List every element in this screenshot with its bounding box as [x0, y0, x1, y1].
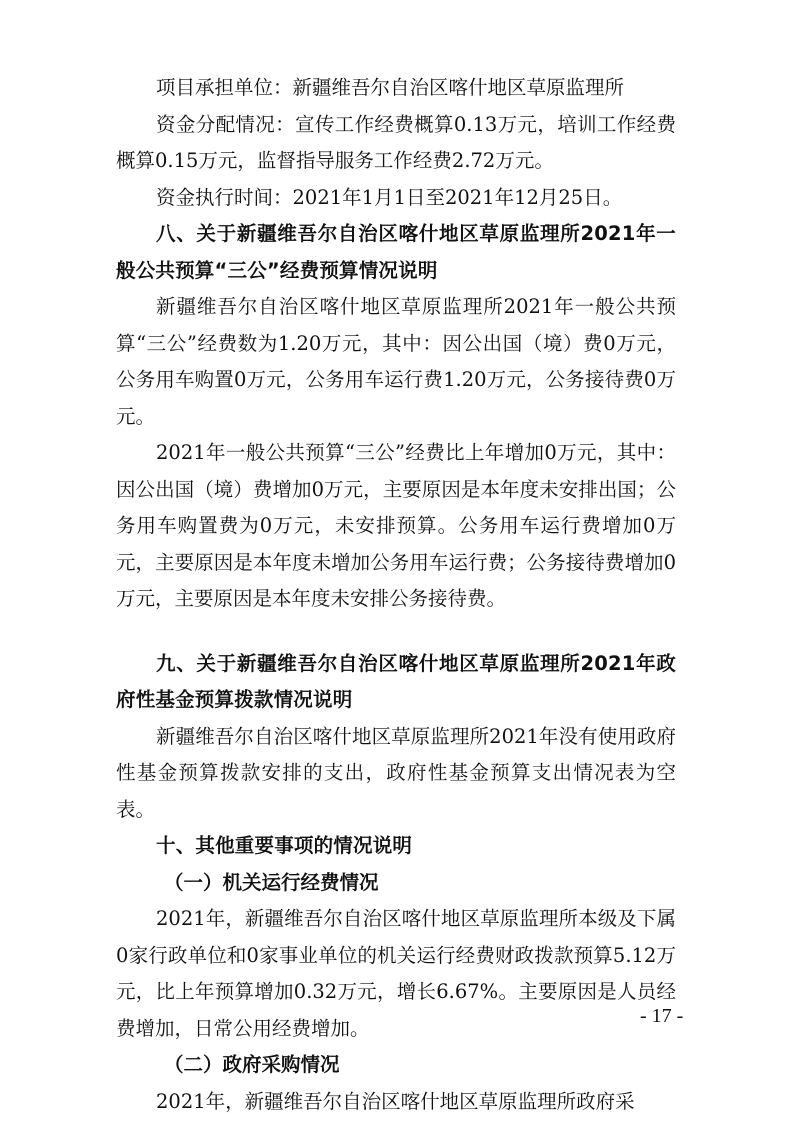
section-8-paragraph-2: 2021年一般公共预算“三公”经费比上年增加0万元，其中：因公出国（境）费增加0万元，主要原因是本年度未安排出国；公务用车购置费为0万元，未安排预算。公务用车运行费增加0万元，主要原因是本年度未增加公务用车运行费；公务接待费增加0万元，主要原因是本年度未安排公务接待费。 [116, 441, 676, 610]
section-9-heading: 九、关于新疆维吾尔自治区喀什地区草原监理所2021年政府性基金预算拨款情况说明 [116, 651, 676, 711]
section-gap [116, 618, 676, 646]
fund-allocation-paragraph: 资金分配情况：宣传工作经费概算0.13万元，培训工作经费概算0.15万元，监督指导服务工作经费2.72万元。 [116, 112, 676, 172]
page-number: - 17 - [640, 1005, 684, 1027]
subsection-2-heading: （二）政府采购情况 [164, 1053, 340, 1076]
document-body [116, 70, 676, 1120]
subsection-1-heading: （一）机关运行经费情况 [164, 870, 379, 894]
section-10-heading: 十、其他重要事项的情况说明 [156, 834, 413, 857]
subsection-2-paragraph: 2021年，新疆维吾尔自治区喀什地区草原监理所政府采 [156, 1089, 635, 1113]
section-8-heading: 八、关于新疆维吾尔自治区喀什地区草原监理所2021年一般公共预算“三公”经费预算情况说明 [116, 222, 676, 282]
subsection-1-paragraph: 2021年，新疆维吾尔自治区喀什地区草原监理所本级及下属0家行政单位和0家事业单位的机关运行经费财政拨款预算5.12万元，比上年预算增加0.32万元，增长6.67%。主要原因是人员经费增加，日常公用经费增加。 [116, 907, 676, 1040]
section-9-paragraph-1: 新疆维吾尔自治区喀什地区草原监理所2021年没有使用政府性基金预算拨款安排的支出，政府性基金预算支出情况表为空表。 [116, 724, 676, 821]
project-unit-paragraph: 项目承担单位：新疆维吾尔自治区喀什地区草原监理所 [156, 76, 625, 99]
section-8-paragraph-1: 新疆维吾尔自治区喀什地区草原监理所2021年一般公共预算“三公”经费数为1.20万元，其中：因公出国（境）费0万元，公务用车购置0万元，公务用车运行费1.20万元，公务接待费0万元。 [116, 295, 676, 428]
execution-time-paragraph: 资金执行时间：2021年1月1日至2021年12月25日。 [156, 185, 623, 209]
